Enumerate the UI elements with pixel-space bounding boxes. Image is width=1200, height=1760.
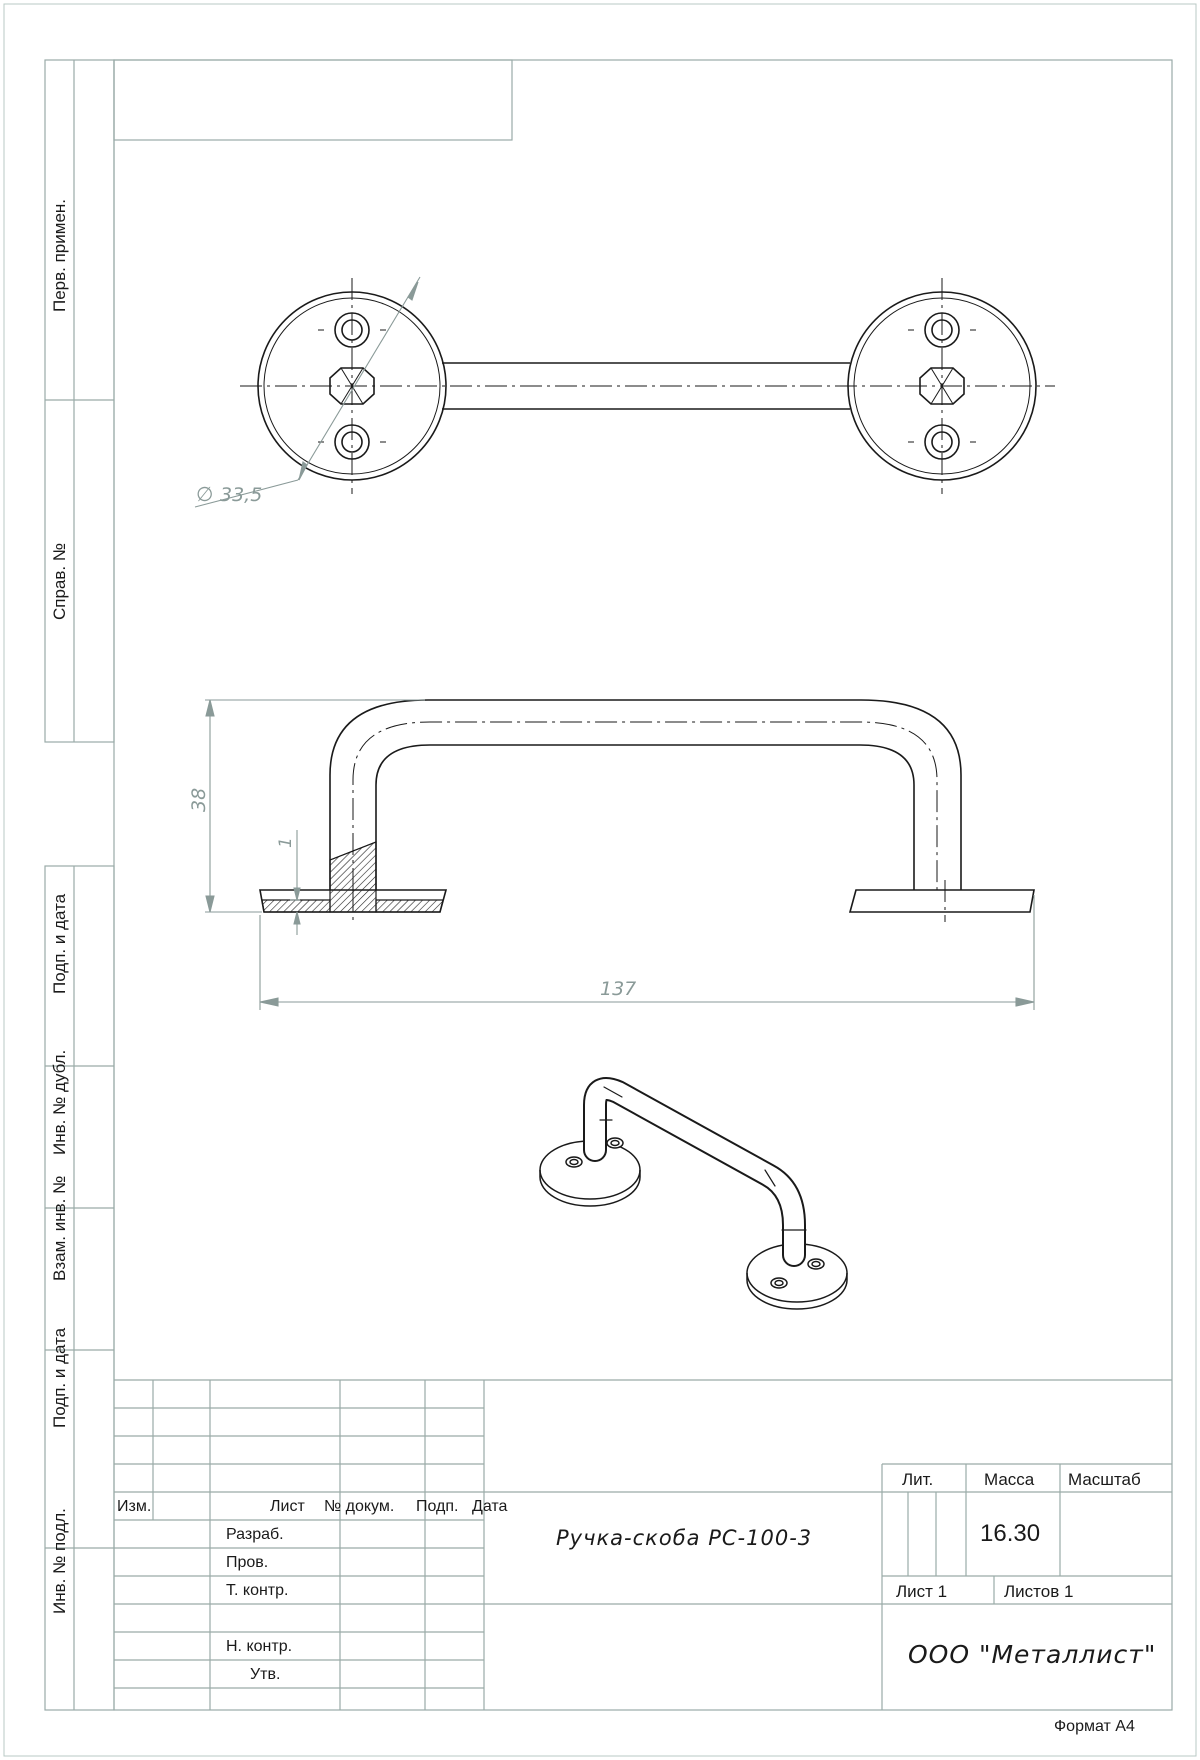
row-t-kontr: Т. контр. — [226, 1582, 289, 1599]
side-label-sprav-no: Справ. № — [50, 542, 69, 620]
diameter-symbol: ∅ — [196, 482, 214, 506]
sheet-number: Лист 1 — [896, 1582, 948, 1601]
col-podp: Подп. — [416, 1498, 459, 1515]
side-label-inv-podl: Инв. № подл. — [50, 1508, 69, 1614]
side-label-inv-dubl: Инв. № дубл. — [50, 1049, 69, 1155]
drawing-designation: Ручка-скоба РС-100-3 — [556, 1526, 813, 1550]
row-utv: Утв. — [250, 1666, 281, 1683]
drawing-frame — [45, 60, 1172, 1710]
diameter-dimension — [195, 277, 420, 507]
massa-header: Масса — [984, 1470, 1035, 1489]
organization-name: ООО "Металлист" — [908, 1640, 1157, 1669]
thickness-dimension-label: 1 — [276, 837, 296, 848]
sheet-count: Листов 1 — [1004, 1582, 1074, 1601]
length-dimension-label: 137 — [600, 978, 637, 1000]
side-label-perv-primen: Перв. примен. — [50, 198, 69, 312]
side-label-podp-data-1: Подп. и дата — [50, 893, 69, 994]
col-dokum: № докум. — [324, 1498, 395, 1515]
diameter-value: 33,5 — [220, 484, 263, 506]
row-n-kontr: Н. контр. — [226, 1638, 293, 1655]
height-dimension-label: 38 — [188, 787, 210, 812]
side-label-vzam-inv: Взам. инв. № — [50, 1175, 69, 1281]
row-razrab: Разраб. — [226, 1526, 284, 1543]
row-prov: Пров. — [226, 1554, 269, 1571]
top-view-centerlines — [240, 278, 1055, 494]
masshtab-header: Масштаб — [1068, 1470, 1141, 1489]
col-izm: Изм. — [117, 1498, 152, 1515]
sheet-trim — [4, 4, 1196, 1756]
col-list: Лист — [270, 1498, 305, 1515]
paper-format: Формат А4 — [1054, 1718, 1135, 1735]
side-label-podp-data-2: Подп. и дата — [50, 1327, 69, 1428]
lit-header: Лит. — [902, 1470, 934, 1489]
mass-value: 16.30 — [980, 1520, 1041, 1547]
col-data: Дата — [472, 1498, 508, 1515]
